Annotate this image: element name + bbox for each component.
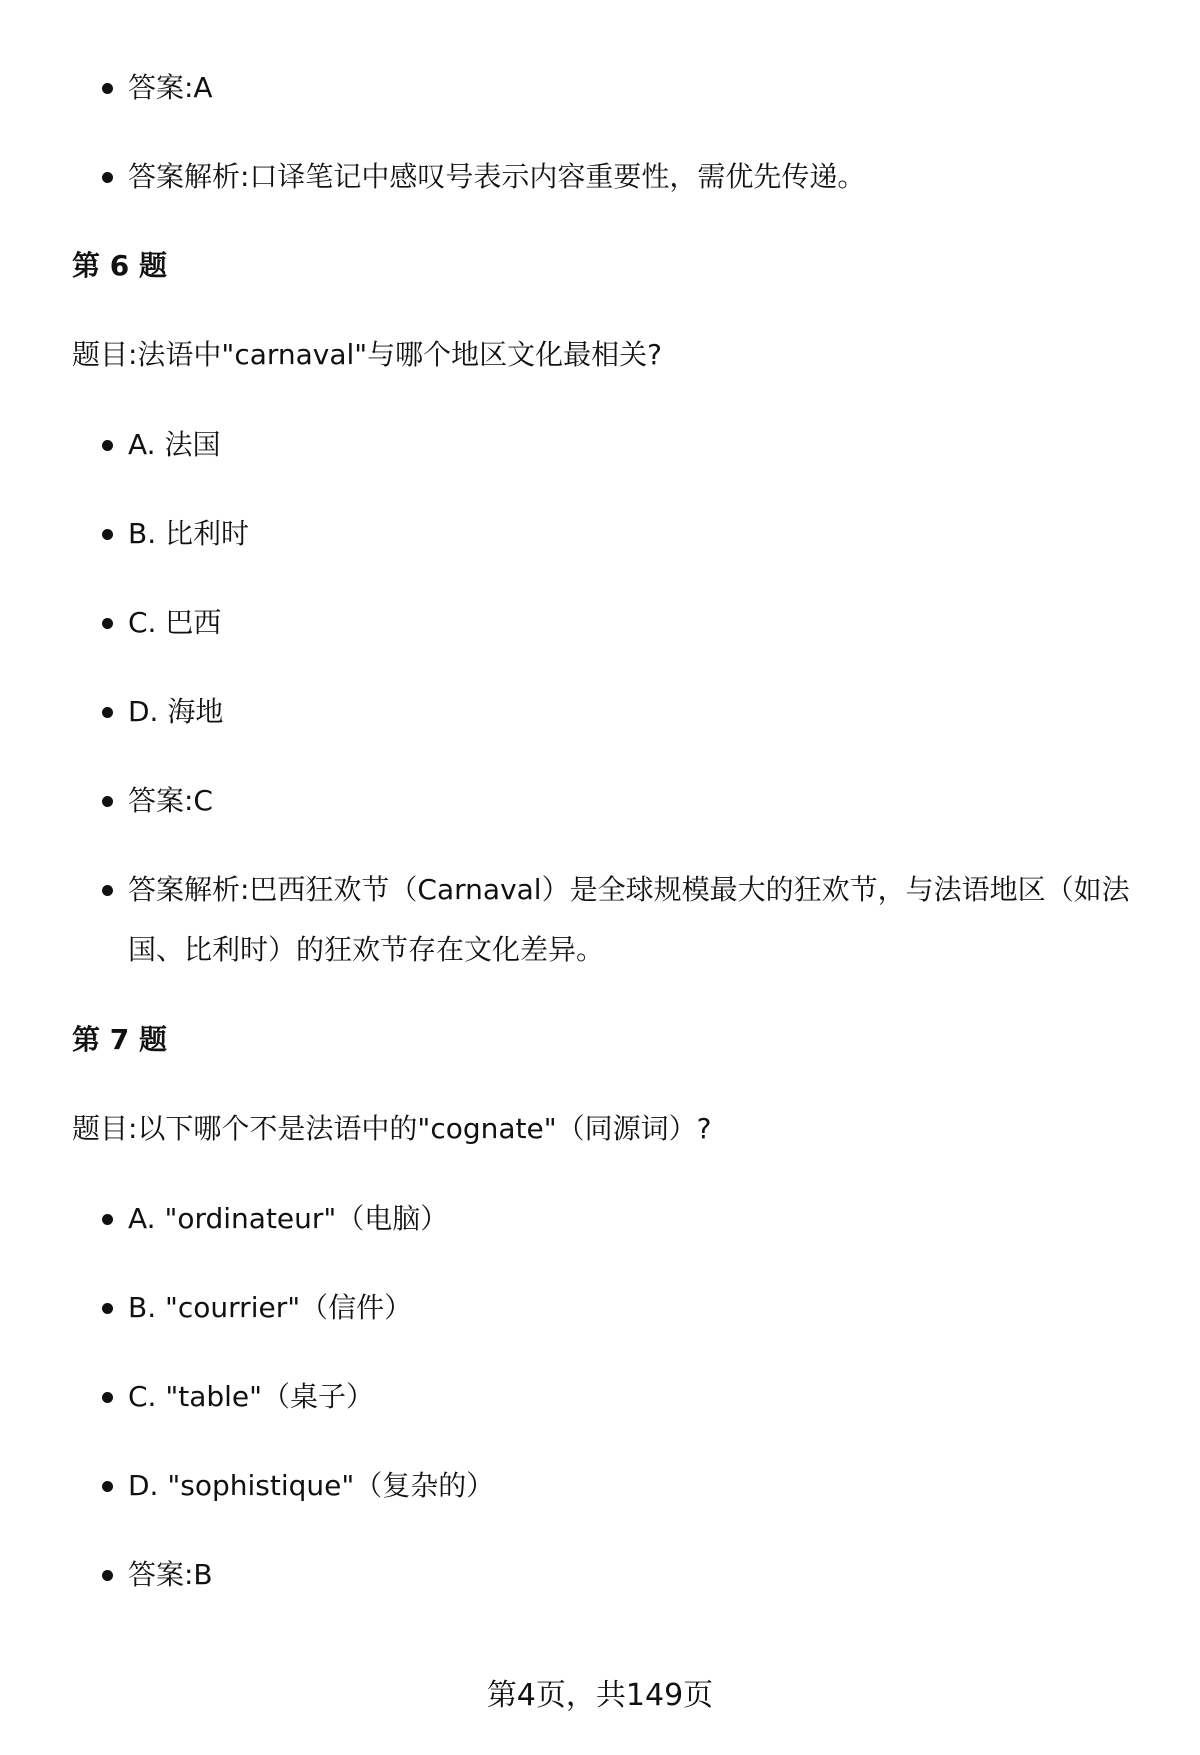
question-6-option-c: C. 巴西 <box>128 593 1152 653</box>
question-7-answer: 答案:B <box>128 1545 1152 1605</box>
question-7-option-b: B. "courrier"（信件） <box>128 1278 1152 1338</box>
question-7-option-c: C. "table"（桌子） <box>128 1367 1152 1427</box>
prev-answer: 答案:A <box>128 58 1152 118</box>
question-6-answer: 答案:C <box>128 771 1152 831</box>
question-6-option-b: B. 比利时 <box>128 504 1152 564</box>
question-7-option-d: D. "sophistique"（复杂的） <box>128 1456 1152 1516</box>
prev-explanation: 答案解析:口译笔记中感叹号表示内容重要性，需优先传递。 <box>128 147 1152 207</box>
page-number-footer: 第4页，共149页 <box>486 1678 714 1713</box>
question-6-option-d: D. 海地 <box>128 682 1152 742</box>
question-6-explanation: 答案解析:巴西狂欢节（Carnaval）是全球规模最大的狂欢节，与法语地区（如法国、比利时）的狂欢节存在文化差异。 <box>128 860 1152 980</box>
question-6-option-a: A. 法国 <box>128 415 1152 475</box>
question-6-text: 题目:法语中"carnaval"与哪个地区文化最相关? <box>72 338 663 371</box>
question-7-option-a: A. "ordinateur"（电脑） <box>128 1189 1152 1249</box>
question-6-heading: 第 6 题 <box>72 249 167 282</box>
question-7-text: 题目:以下哪个不是法语中的"cognate"（同源词）? <box>72 1112 712 1145</box>
question-7-heading: 第 7 题 <box>72 1023 167 1056</box>
